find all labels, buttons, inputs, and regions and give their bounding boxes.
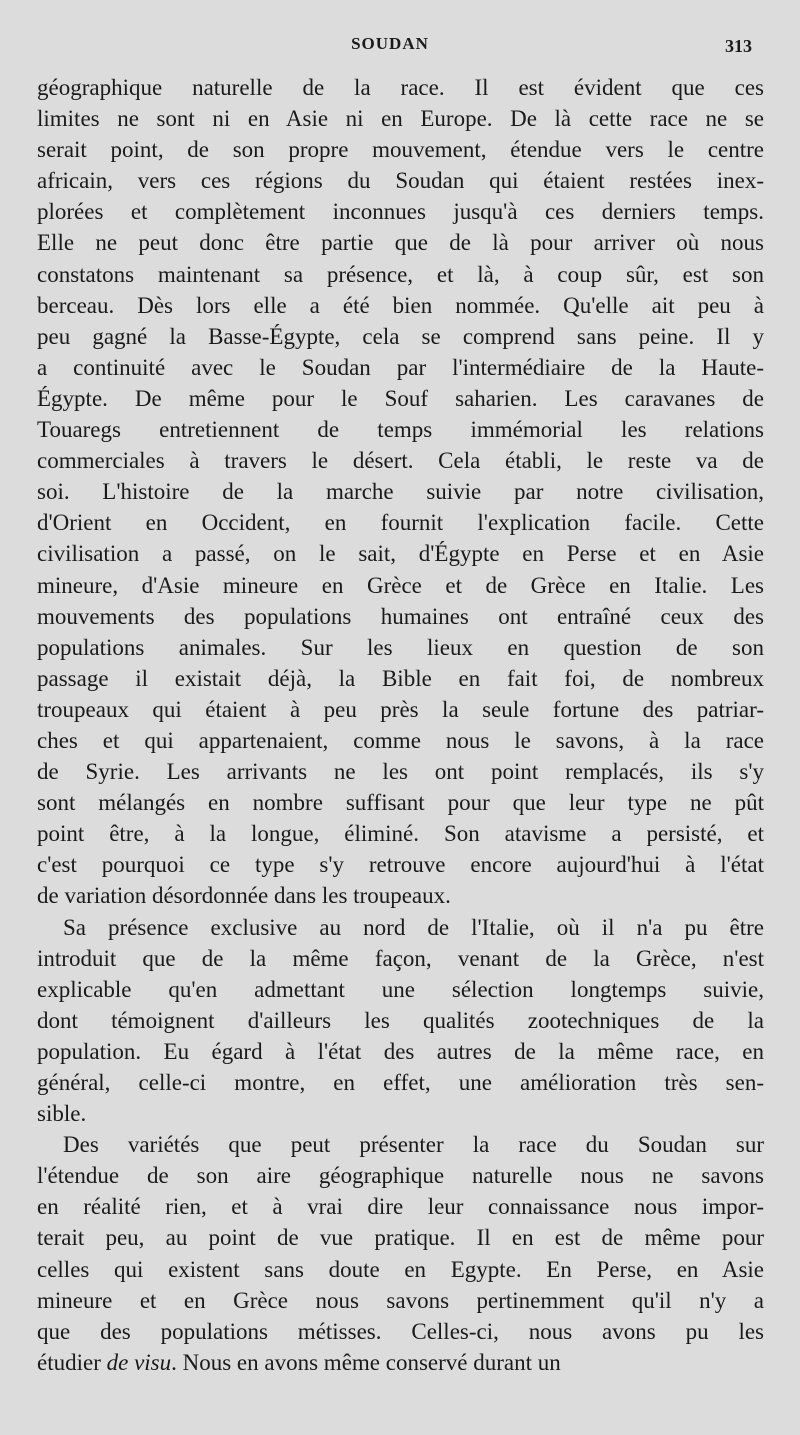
text-line: passage il existait déjà, la Bible en fait foi, de nombreux	[37, 665, 764, 691]
text-line: sible.	[37, 1101, 87, 1127]
text-line: de variation désordonnée dans les troupeaux.	[37, 883, 451, 909]
text-line: ches et qui appartenaient, comme nous le savons, à la race	[37, 727, 764, 753]
text-line: berceau. Dès lors elle a été bien nommée. Qu'elle ait peu à	[37, 292, 764, 318]
text-line: africain, vers ces régions du Soudan qui étaient restées inex-	[37, 168, 764, 194]
page-number: 313	[725, 36, 752, 56]
text-line: introduit que de la même façon, venant de la Grèce, n'est	[37, 945, 764, 971]
text-line: Égypte. De même pour le Souf saharien. Les caravanes de	[37, 385, 764, 411]
text-line: étudier de visu. Nous en avons même conservé durant un	[37, 1349, 561, 1375]
text-line: plorées et complètement inconnues jusqu'à ces derniers temps.	[37, 199, 764, 225]
text-line: d'Orient en Occident, en fournit l'explication facile. Cette	[37, 510, 764, 536]
text-line: population. Eu égard à l'état des autres de la même race, en	[37, 1038, 764, 1064]
text-line: troupeaux qui étaient à peu près la seule fortune des patriar-	[37, 696, 764, 722]
text-line: mineure, d'Asie mineure en Grèce et de Grèce en Italie. Les	[37, 572, 764, 598]
text-line: général, celle-ci montre, en effet, une amélioration très sen-	[37, 1070, 764, 1095]
text-line: explicable qu'en admettant une sélection longtemps suivie,	[37, 976, 764, 1002]
text-line: l'étendue de son aire géographique naturelle nous ne savons	[37, 1163, 764, 1189]
paragraph	[37, 912, 764, 1130]
text-line: populations animales. Sur les lieux en question de son	[37, 634, 764, 660]
text-line: civilisation a passé, on le sait, d'Égypte en Perse et en Asie	[37, 541, 764, 567]
text-line: limites ne sont ni en Asie ni en Europe. De là cette race ne se	[37, 106, 764, 132]
text-line: géographique naturelle de la race. Il est évident que ces	[37, 75, 764, 100]
text-line: a continuité avec le Soudan par l'intermédiaire de la Haute-	[37, 354, 764, 380]
chapter-title: SOUDAN	[351, 34, 429, 53]
paragraph	[37, 72, 764, 912]
text-line: Des variétés que peut présenter la race du Soudan sur	[63, 1132, 764, 1158]
text-line: peu gagné la Basse-Égypte, cela se comprend sans peine. Il y	[37, 323, 764, 349]
paragraph	[37, 1129, 764, 1378]
text-line: dont témoignent d'ailleurs les qualités zootechniques de la	[37, 1007, 764, 1033]
text-line: Touaregs entretiennent de temps immémorial les relations	[37, 417, 764, 443]
text-line: en réalité rien, et à vrai dire leur connaissance nous impor-	[37, 1194, 764, 1220]
text-line: que des populations métisses. Celles-ci, nous avons pu les	[37, 1318, 764, 1344]
body-text	[37, 72, 764, 1378]
text-line: mineure et en Grèce nous savons pertinemment qu'il n'y a	[37, 1287, 764, 1313]
running-head	[0, 34, 800, 62]
text-line: constatons maintenant sa présence, et là, à coup sûr, est son	[37, 261, 764, 287]
text-line: c'est pourquoi ce type s'y retrouve encore aujourd'hui à l'état	[37, 852, 764, 878]
text-line: commerciales à travers le désert. Cela établi, le reste va de	[37, 448, 764, 474]
text-line: serait point, de son propre mouvement, étendue vers le centre	[37, 137, 764, 163]
text-line: point être, à la longue, éliminé. Son atavisme a persisté, et	[37, 821, 764, 847]
text-line: soi. L'histoire de la marche suivie par notre civilisation,	[37, 479, 764, 505]
text-line: Sa présence exclusive au nord de l'Italie, où il n'a pu être	[63, 914, 764, 940]
text-line: mouvements des populations humaines ont entraîné ceux des	[37, 603, 764, 629]
text-line: Elle ne peut donc être partie que de là pour arriver où nous	[37, 230, 764, 256]
text-line: terait peu, au point de vue pratique. Il en est de même pour	[37, 1225, 764, 1251]
text-line: celles qui existent sans doute en Egypte. En Perse, en Asie	[37, 1256, 764, 1282]
text-line: de Syrie. Les arrivants ne les ont point remplacés, ils s'y	[37, 759, 764, 785]
text-line: sont mélangés en nombre suffisant pour que leur type ne pût	[37, 790, 764, 816]
italic-phrase: de visu	[106, 1349, 172, 1375]
